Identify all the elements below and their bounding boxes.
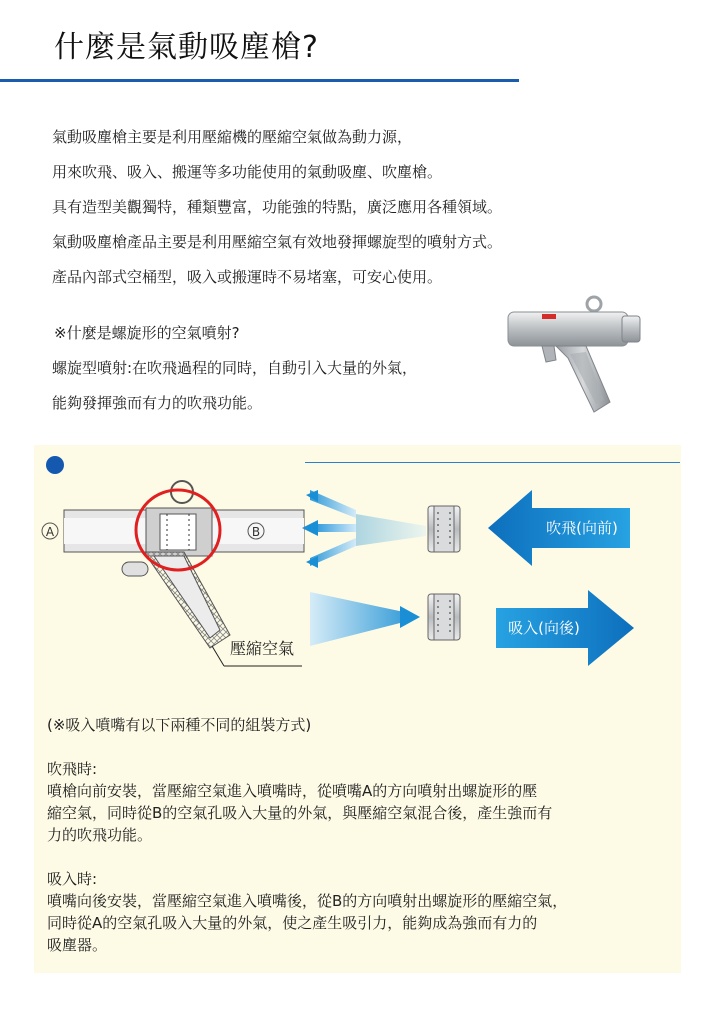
intro-paragraph bbox=[52, 120, 672, 295]
intro-line: 具有造型美觀獨特，種類豐富，功能強的特點，廣泛應用各種領域。 bbox=[52, 198, 503, 216]
intro-line: 產品內部式空桶型，吸入或搬運時不易堵塞，可安心使用。 bbox=[52, 268, 443, 286]
intro-line: 氣動吸塵槍主要是利用壓縮機的壓縮空氣做為動力源， bbox=[52, 128, 413, 146]
question-line: 螺旋型噴射:在吹飛過程的同時，自動引入大量的外氣， bbox=[52, 359, 418, 377]
notes-intro: (※吸入噴嘴有以下兩種不同的組裝方式) bbox=[47, 716, 312, 734]
blow-heading: 吹飛時: bbox=[47, 760, 98, 778]
title-underline bbox=[0, 79, 519, 82]
panel-divider bbox=[305, 462, 680, 463]
port-b-label: B bbox=[251, 525, 261, 539]
spiral-jet-explanation bbox=[52, 316, 417, 421]
suck-line: 噴嘴向後安裝，當壓縮空氣進入噴嘴後，從B的方向噴射出螺旋形的壓縮空氣， bbox=[47, 892, 568, 910]
air-gun-photo bbox=[498, 290, 648, 420]
compressed-air-label: 壓縮空氣 bbox=[230, 639, 295, 658]
nozzle-backward bbox=[428, 594, 460, 640]
suck-line: 吸塵器。 bbox=[47, 936, 108, 954]
suck-label: 吸入(向後) bbox=[508, 619, 580, 637]
nozzle-forward bbox=[428, 506, 460, 552]
question-line: 能夠發揮強而有力的吹飛功能。 bbox=[52, 394, 263, 412]
question-heading: ※什麼是螺旋形的空氣噴射? bbox=[54, 324, 240, 342]
port-a-label: A bbox=[45, 525, 55, 539]
blow-line: 力的吹飛功能。 bbox=[47, 826, 153, 844]
blow-line: 噴槍向前安裝，當壓縮空氣進入噴嘴時，從噴嘴A的方向噴射出螺旋形的壓 bbox=[47, 782, 538, 800]
airflow-diagram bbox=[34, 470, 681, 690]
suck-heading: 吸入時: bbox=[47, 870, 98, 888]
assembly-notes bbox=[47, 714, 672, 956]
intro-line: 氣動吸塵槍產品主要是利用壓縮空氣有效地發揮螺旋型的噴射方式。 bbox=[52, 233, 503, 251]
blow-label: 吹飛(向前) bbox=[546, 519, 618, 537]
suck-airflow bbox=[310, 592, 420, 646]
blow-airflow bbox=[302, 490, 426, 568]
page-title: 什麼是氣動吸塵槍? bbox=[54, 30, 319, 65]
suck-line: 同時從A的空氣孔吸入大量的外氣，使之產生吸引力，能夠成為強而有力的 bbox=[47, 914, 538, 932]
intro-line: 用來吹飛、吸入、搬運等多功能使用的氣動吸塵、吹塵槍。 bbox=[52, 163, 443, 181]
blow-line: 縮空氣，同時從B的空氣孔吸入大量的外氣，與壓縮空氣混合後，產生強而有 bbox=[47, 804, 553, 822]
